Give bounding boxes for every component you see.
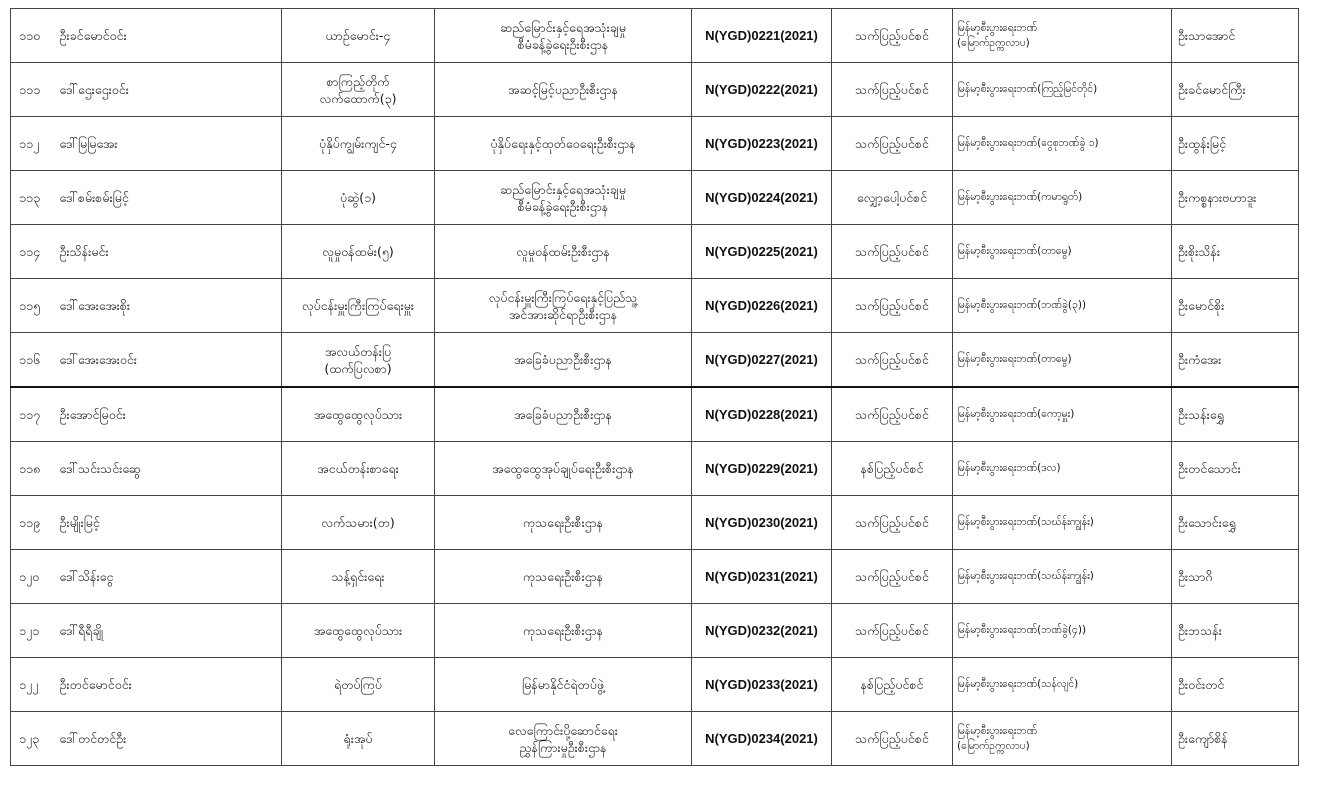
table-row [11, 9, 1299, 63]
department-line: မြန်မာနိုင်ငံရဲတပ်ဖွဲ့ [522, 677, 604, 692]
bank-branch-cell [953, 225, 1172, 279]
department-line: ကုသရေးဦးစီးဌာန [522, 569, 604, 584]
pension-code-cell: N(YGD)0222(2021) [692, 63, 832, 117]
department-cell [435, 550, 692, 604]
bank-branch-line: (မြောက်ဥက္ကလာပ) [957, 36, 1030, 49]
bank-branch-line: မြန်မာ့စီးပွားရေးဘဏ်(ဒလ) [957, 462, 1061, 474]
person-name-cell: ဒေါ်အေးအေးစိုး [56, 279, 282, 333]
position-cell [282, 9, 435, 63]
person-name-cell: ဦးမျိုးမြင့် [56, 496, 282, 550]
department-cell [435, 442, 692, 496]
row-number-cell: ၁၁၂ [11, 117, 56, 171]
position-cell [282, 712, 435, 766]
table-row [11, 604, 1299, 658]
bank-branch-cell [953, 442, 1172, 496]
row-number-cell: ၁၂၃ [11, 712, 56, 766]
department-line: အထွေထွေအုပ်ချုပ်ရေးဦးစီးဌာန [492, 461, 634, 476]
department-line: လူမှုဝန်ထမ်းဦးစီးဌာန [516, 244, 610, 259]
pension-type-cell: လျှော့ပေါ့ပင်စင် [832, 171, 953, 225]
position-line: အငယ်တန်းစာရေး [317, 461, 399, 476]
pension-code-cell: N(YGD)0234(2021) [692, 712, 832, 766]
department-line: ကုသရေးဦးစီးဌာန [522, 623, 604, 638]
row-number-cell: ၁၂၁ [11, 604, 56, 658]
table-row [11, 333, 1299, 388]
position-cell [282, 279, 435, 333]
department-cell [435, 63, 692, 117]
person-name-cell: ဒေါ်သိန်းငွေ [56, 550, 282, 604]
department-line: ဆည်မြောင်းနှင့်ရေအသုံးချမှု [500, 19, 626, 35]
bank-branch-cell [953, 171, 1172, 225]
responsible-officer-cell: ဦးသာအောင် [1172, 9, 1299, 63]
bank-branch-cell [953, 496, 1172, 550]
department-line: အခြေခံပညာဦးစီးဌာန [514, 352, 612, 367]
bank-branch-line: (မြောက်ဥက္ကလာပ) [957, 739, 1030, 752]
table-row [11, 171, 1299, 225]
position-cell [282, 117, 435, 171]
department-cell [435, 658, 692, 712]
pension-code-cell: N(YGD)0226(2021) [692, 279, 832, 333]
person-name-cell: ဒေါ်တင်တင်ဦး [56, 712, 282, 766]
table-row [11, 442, 1299, 496]
department-cell [435, 225, 692, 279]
bank-branch-line: မြန်မာ့စီးပွားရေးဘဏ်(သဃ်န်းကျွန်း) [957, 570, 1094, 582]
position-line: အထွေထွေလုပ်သား [313, 623, 403, 638]
pension-code-cell: N(YGD)0233(2021) [692, 658, 832, 712]
pension-code-cell: N(YGD)0229(2021) [692, 442, 832, 496]
pension-code-cell: N(YGD)0225(2021) [692, 225, 832, 279]
bank-branch-line: မြန်မာ့စီးပွားရေးဘဏ်(သန်လျင်) [957, 678, 1079, 690]
bank-branch-cell [953, 387, 1172, 442]
bank-branch-line: မြန်မာ့စီးပွားရေးဘဏ်(တာမွေ) [957, 245, 1072, 257]
position-line: စာကြည့်တိုက် [326, 73, 390, 89]
bank-branch-cell [953, 63, 1172, 117]
position-cell [282, 550, 435, 604]
person-name-cell: ဒေါ်စမ်းစမ်းမြင့် [56, 171, 282, 225]
bank-branch-line: မြန်မာ့စီးပွားရေးဘဏ်(သဃ်န်းကျွန်း) [957, 516, 1094, 528]
row-number-cell: ၁၁၆ [11, 333, 56, 388]
position-cell [282, 333, 435, 388]
person-name-cell: ဦးတင်မောင်ဝင်း [56, 658, 282, 712]
pension-code-cell: N(YGD)0230(2021) [692, 496, 832, 550]
bank-branch-cell [953, 604, 1172, 658]
table-body [11, 9, 1299, 766]
department-line: စီမံခန့်ခွဲရေးဦးစီးဌာန [517, 36, 609, 52]
row-number-cell: ၁၁၇ [11, 387, 56, 442]
department-line: ပုံနှိပ်ရေးနှင့်ထုတ်ဝေရေးဦးစီးဌာန [490, 136, 636, 151]
bank-branch-cell [953, 712, 1172, 766]
position-cell [282, 171, 435, 225]
responsible-officer-cell: ဦးကံအေး [1172, 333, 1299, 388]
pension-code-cell: N(YGD)0227(2021) [692, 333, 832, 388]
position-line: အထွေထွေလုပ်သား [313, 407, 403, 422]
table-row [11, 712, 1299, 766]
pension-table [10, 8, 1299, 766]
pension-type-cell: သက်ပြည့်ပင်စင် [832, 63, 953, 117]
department-cell [435, 279, 692, 333]
person-name-cell: ဦးခင်မောင်ဝင်း [56, 9, 282, 63]
position-cell [282, 496, 435, 550]
position-line: အလယ်တန်းပြ [324, 343, 392, 359]
department-cell [435, 496, 692, 550]
table-row [11, 63, 1299, 117]
pension-code-cell: N(YGD)0223(2021) [692, 117, 832, 171]
position-line: ရုံးအုပ် [343, 731, 373, 746]
responsible-officer-cell: ဦးတင်သောင်း [1172, 442, 1299, 496]
department-line: ညွှန်ကြားမှုဦးစီးဌာန [519, 739, 607, 755]
bank-branch-line: မြန်မာ့စီးပွားရေးဘဏ်(ကော့မှူး) [957, 408, 1075, 420]
bank-branch-cell [953, 333, 1172, 388]
pension-code-cell: N(YGD)0232(2021) [692, 604, 832, 658]
responsible-officer-cell: ဦးဝင်းတင် [1172, 658, 1299, 712]
bank-branch-line: မြန်မာ့စီးပွားရေးဘဏ် [957, 724, 1038, 737]
table-row [11, 658, 1299, 712]
pension-type-cell: သက်ပြည့်ပင်စင် [832, 117, 953, 171]
table-row [11, 387, 1299, 442]
row-number-cell: ၁၁၀ [11, 9, 56, 63]
department-line: ကုသရေးဦးစီးဌာန [522, 515, 604, 530]
responsible-officer-cell: ဦးသောင်းရွှေ [1172, 496, 1299, 550]
person-name-cell: ဦးသိန်းမင်း [56, 225, 282, 279]
table-row [11, 117, 1299, 171]
department-cell [435, 712, 692, 766]
row-number-cell: ၁၁၁ [11, 63, 56, 117]
position-cell [282, 225, 435, 279]
bank-branch-cell [953, 117, 1172, 171]
bank-branch-line: မြန်မာ့စီးပွားရေးဘဏ်(ဘဏ်ခွဲ(၄)) [957, 624, 1087, 636]
bank-branch-line: မြန်မာ့စီးပွားရေးဘဏ်(ဘဏ်ခွဲ(၃)) [957, 299, 1087, 311]
position-line: လုပ်ငန်းမှူးကြီးကြပ်ရေးမှူး [301, 298, 415, 313]
pension-type-cell: သက်ပြည့်ပင်စင် [832, 496, 953, 550]
position-line: ပုံနှိပ်ကျွမ်းကျင်-၄ [319, 136, 397, 151]
responsible-officer-cell: ဦးသန်းရွှေ [1172, 387, 1299, 442]
person-name-cell: ဒေါ်အေးအေးဝင်း [56, 333, 282, 388]
department-line: အင်အားဆိုင်ရာဦးစီးဌာန [508, 306, 618, 322]
pension-code-cell: N(YGD)0224(2021) [692, 171, 832, 225]
person-name-cell: ဒေါ်ဌေးဌေးဝင်း [56, 63, 282, 117]
row-number-cell: ၁၁၈ [11, 442, 56, 496]
table-row [11, 225, 1299, 279]
pension-type-cell: သက်ပြည့်ပင်စင် [832, 225, 953, 279]
pension-code-cell: N(YGD)0221(2021) [692, 9, 832, 63]
row-number-cell: ၁၁၃ [11, 171, 56, 225]
responsible-officer-cell: ဦးမောင်စိုး [1172, 279, 1299, 333]
person-name-cell: ဒေါ်သင်းသင်းဆွေ [56, 442, 282, 496]
position-line: (ထက်ပြလစာ) [324, 360, 392, 376]
bank-branch-line: မြန်မာ့စီးပွားရေးဘဏ်(ငွေစုဘဏ်ခွဲ ၁) [957, 137, 1099, 149]
pension-type-cell: သက်ပြည့်ပင်စင် [832, 279, 953, 333]
responsible-officer-cell: ဦးခင်မောင်ကြီး [1172, 63, 1299, 117]
department-cell [435, 9, 692, 63]
row-number-cell: ၁၁၉ [11, 496, 56, 550]
position-line: သန့်ရှင်းရေး [331, 569, 385, 584]
pension-type-cell: သက်ပြည့်ပင်စင် [832, 550, 953, 604]
pension-type-cell: နစ်ပြည့်ပင်စင် [832, 658, 953, 712]
person-name-cell: ဒေါ်မြမြအေး [56, 117, 282, 171]
responsible-officer-cell: ဦးကျော်စိန် [1172, 712, 1299, 766]
position-line: ပုံဆွဲ(၁) [340, 190, 376, 205]
bank-branch-line: မြန်မာ့စီးပွားရေးဘဏ် [957, 21, 1038, 34]
responsible-officer-cell: ဦးကစ္စနားဗဟာဒူး [1172, 171, 1299, 225]
position-line: လူမှုဝန်ထမ်း(၅) [322, 244, 394, 259]
department-cell [435, 171, 692, 225]
position-line: လက်သမား(တ) [321, 515, 395, 530]
pension-code-cell: N(YGD)0231(2021) [692, 550, 832, 604]
department-line: စီမံခန့်ခွဲရေးဦးစီးဌာန [517, 198, 609, 214]
position-cell [282, 387, 435, 442]
bank-branch-line: မြန်မာ့စီးပွားရေးဘဏ်(တာမွေ) [957, 353, 1072, 365]
table-row [11, 496, 1299, 550]
position-line: ရဲတပ်ကြပ် [334, 677, 382, 692]
bank-branch-cell [953, 550, 1172, 604]
department-cell [435, 604, 692, 658]
row-number-cell: ၁၁၅ [11, 279, 56, 333]
person-name-cell: ဒေါ်ရီရီချို [56, 604, 282, 658]
department-line: အခြေခံပညာဦးစီးဌာန [514, 407, 612, 422]
table-row [11, 279, 1299, 333]
responsible-officer-cell: ဦးသာဂိ [1172, 550, 1299, 604]
department-line: လေကြောင်းပို့ဆောင်ရေး [508, 722, 618, 738]
position-cell [282, 442, 435, 496]
person-name-cell: ဦးအောင်မြဝင်း [56, 387, 282, 442]
position-line: လက်ထောက်(၃) [319, 90, 397, 106]
position-line: ယာဉ်မောင်း-၄ [325, 28, 391, 43]
department-line: အဆင့်မြင့်ပညာဦးစီးဌာန [508, 82, 618, 97]
department-cell [435, 387, 692, 442]
position-cell [282, 63, 435, 117]
pension-type-cell: သက်ပြည့်ပင်စင် [832, 604, 953, 658]
bank-branch-line: မြန်မာ့စီးပွားရေးဘဏ်(ကြည့်မြင်တိုင်) [957, 83, 1098, 95]
department-cell [435, 117, 692, 171]
pension-type-cell: သက်ပြည့်ပင်စင် [832, 712, 953, 766]
bank-branch-cell [953, 9, 1172, 63]
row-number-cell: ၁၂၂ [11, 658, 56, 712]
table-row [11, 550, 1299, 604]
department-cell [435, 333, 692, 388]
responsible-officer-cell: ဦးဘသန်း [1172, 604, 1299, 658]
pension-type-cell: သက်ပြည့်ပင်စင် [832, 9, 953, 63]
position-cell [282, 658, 435, 712]
pension-type-cell: သက်ပြည့်ပင်စင် [832, 387, 953, 442]
pension-code-cell: N(YGD)0228(2021) [692, 387, 832, 442]
pension-type-cell: နစ်ပြည့်ပင်စင် [832, 442, 953, 496]
bank-branch-cell [953, 658, 1172, 712]
position-cell [282, 604, 435, 658]
department-line: ဆည်မြောင်းနှင့်ရေအသုံးချမှု [500, 181, 626, 197]
pension-type-cell: သက်ပြည့်ပင်စင် [832, 333, 953, 388]
row-number-cell: ၁၂၀ [11, 550, 56, 604]
department-line: လုပ်ငန်းမှူးကြီးကြပ်ရေးနှင့်ပြည်သူ့ [488, 289, 638, 305]
row-number-cell: ၁၁၄ [11, 225, 56, 279]
responsible-officer-cell: ဦးစိုးသိန်း [1172, 225, 1299, 279]
bank-branch-cell [953, 279, 1172, 333]
bank-branch-line: မြန်မာ့စီးပွားရေးဘဏ်(ကမာရွတ်) [957, 191, 1083, 203]
responsible-officer-cell: ဦးထွန်းမြင့် [1172, 117, 1299, 171]
